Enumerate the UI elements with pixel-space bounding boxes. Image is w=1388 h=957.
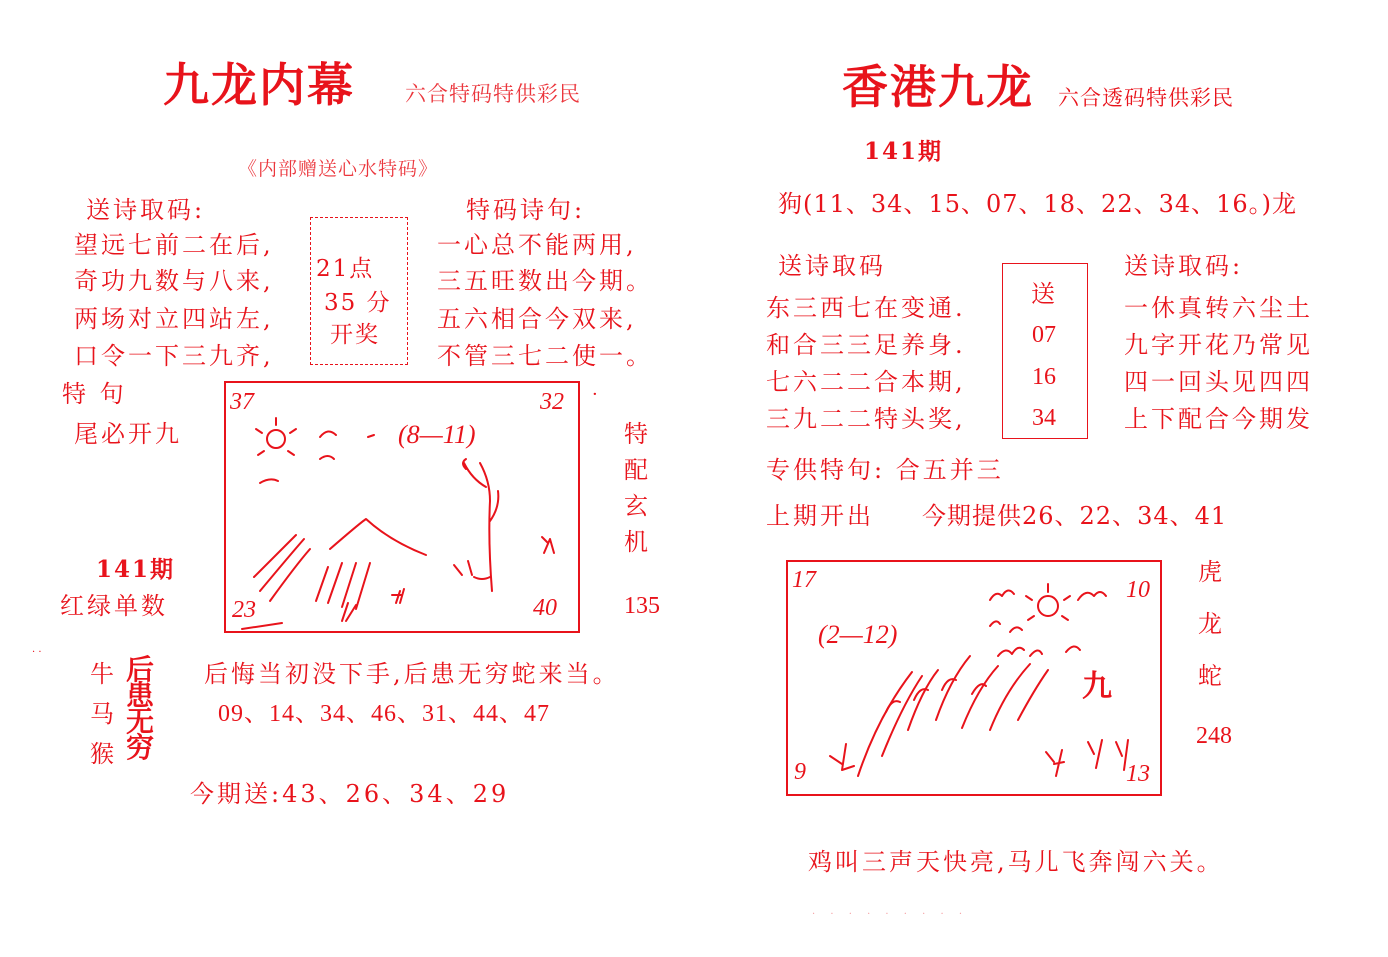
right-poem-line-right: 四一回头见四四 (1124, 368, 1313, 396)
left-speck: · · (32, 647, 42, 658)
zodiac-monkey: 猴 (90, 740, 117, 768)
left-poem-line: 奇功九数与八来, (74, 267, 274, 295)
right-poem-heading-left: 送诗取码 (778, 252, 886, 280)
right-poem-line-right: 上下配合今期发 (1124, 405, 1313, 433)
right-sketch-drawing (786, 560, 1162, 796)
right-corner-tr: 10 (1126, 577, 1150, 603)
send-box-number: 16 (1032, 364, 1056, 390)
right-vertical-number: 248 (1196, 723, 1232, 749)
left-subtitle: 《内部赠送心水特码》 (238, 158, 439, 180)
big-char: 患 (126, 679, 155, 712)
left-poem-heading: 送诗取码: (86, 196, 206, 224)
left-vertical-number: 135 (624, 593, 660, 619)
left-title: 九龙内幕 (163, 58, 355, 112)
zodiac-ox: 牛 (90, 660, 117, 688)
left-poem-line: 两场对立四站左, (74, 305, 274, 333)
left-vertical-char: 特 (624, 420, 651, 448)
left-issue: 141期 (96, 556, 176, 583)
right-poem-line-right: 一休真转六尘土 (1124, 294, 1313, 322)
draw-time-hour: 21点 (316, 256, 375, 282)
left-vertical-char: 配 (624, 456, 651, 484)
left-color-tip: 红绿单数 (60, 592, 168, 620)
right-vertical-char: 龙 (1198, 610, 1225, 638)
right-corner-bl: 9 (794, 759, 806, 785)
draw-time-label: 开奖 (330, 322, 380, 348)
left-vertical-char: 玄 (624, 492, 651, 520)
right-title: 香港九龙 (842, 60, 1034, 114)
left-send: 今期送:43、26、34、29 (190, 780, 510, 808)
right-poem-line-left: 七六二二合本期, (766, 368, 966, 396)
left-corner-tl: 37 (230, 389, 254, 415)
send-box-number: 34 (1032, 405, 1056, 431)
send-box-label: 送 (1031, 280, 1058, 308)
left-drawing-text: (8—11) (398, 420, 476, 449)
draw-time-minute: 35 分 (324, 290, 392, 316)
bottom-specks: · · · · · · · · · (812, 909, 969, 920)
right-last-issue: 上期开出 (766, 502, 874, 530)
left-te-ju-line: 尾必开九 (74, 420, 182, 448)
left-special-line: 五六相合今双来, (437, 305, 637, 333)
right-bottom-line: 鸡叫三声天快亮,马儿飞奔闯六关。 (808, 848, 1224, 876)
big-char: 后 (126, 653, 155, 686)
left-corner-tr: 32 (540, 389, 564, 415)
left-special-line: 不管三七二使一。 (437, 342, 653, 370)
right-vertical-char: 蛇 (1198, 662, 1225, 690)
right-tagline: 六合透码特供彩民 (1058, 86, 1234, 110)
left-special-heading: 特码诗句: (466, 196, 586, 224)
right-poem-line-left: 三九二二特头奖, (766, 405, 966, 433)
left-special-line: 一心总不能两用, (437, 231, 637, 259)
left-sketch-drawing (224, 381, 580, 633)
left-corner-br: 40 (533, 595, 557, 621)
right-drawing-char: 九 (1082, 669, 1112, 704)
right-provided: 今期提供26、22、34、41 (922, 502, 1228, 530)
big-char: 无 (126, 705, 155, 738)
right-poem-line-right: 九字开花乃常见 (1124, 331, 1313, 359)
right-corner-br: 13 (1126, 761, 1150, 787)
right-vertical-char: 虎 (1198, 558, 1225, 586)
right-drawing-text: (2—12) (818, 620, 898, 649)
left-poem-line: 望远七前二在后, (74, 231, 274, 259)
left-corner-bl: 23 (232, 597, 256, 623)
left-tagline: 六合特码特供彩民 (405, 82, 581, 106)
send-box-number: 07 (1032, 322, 1056, 348)
left-dot: · (592, 384, 598, 405)
left-numbers: 09、14、34、46、31、44、47 (218, 701, 550, 727)
big-char: 穷 (126, 731, 155, 764)
left-bottom-poem: 后悔当初没下手,后患无穷蛇来当。 (204, 660, 620, 688)
right-poem-line-left: 和合三三足养身. (766, 331, 966, 359)
right-corner-tl: 17 (792, 567, 816, 593)
right-issue: 141期 (864, 138, 944, 165)
left-vertical-char: 机 (624, 528, 651, 556)
left-te-ju: 特 句 (62, 380, 127, 408)
right-sequence: 狗(11、34、15、07、18、22、34、16。)龙 (778, 190, 1298, 218)
left-poem-line: 口令一下三九齐, (74, 342, 274, 370)
zodiac-horse: 马 (90, 700, 117, 728)
right-poem-line-left: 东三西七在变通. (766, 294, 966, 322)
left-special-line: 三五旺数出今期。 (437, 267, 653, 295)
right-poem-heading-right: 送诗取码: (1124, 252, 1244, 280)
right-special-tip: 专供特句: 合五并三 (766, 456, 1004, 484)
